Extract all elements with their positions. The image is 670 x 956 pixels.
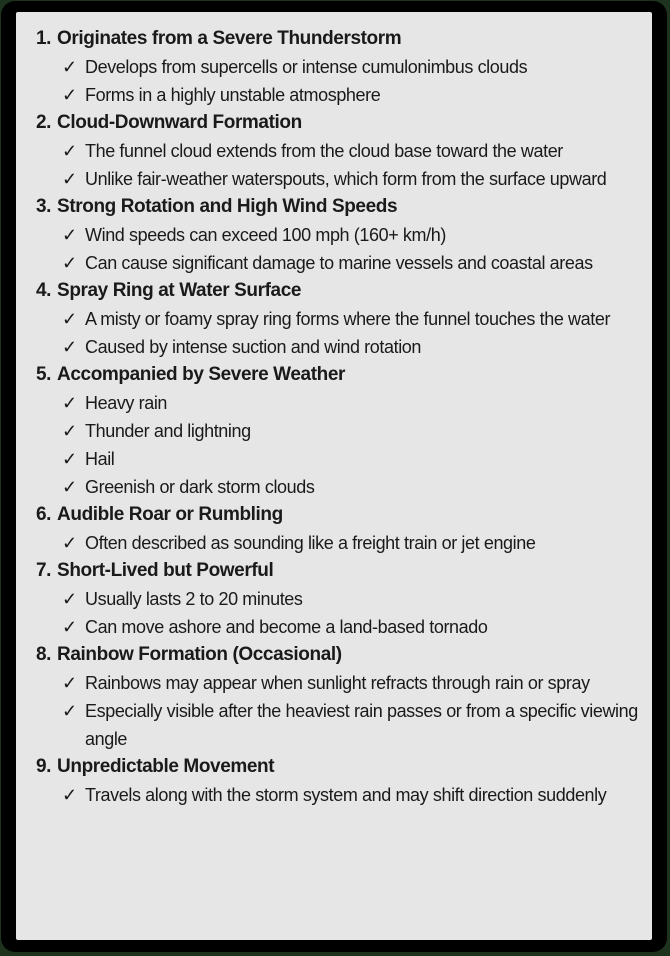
bullet-point (36, 669, 648, 697)
item-title: Unpredictable Movement (57, 756, 275, 777)
bullet-text: Develops from supercells or intense cumulonimbus clouds (85, 57, 528, 77)
bullet-text: Can cause significant damage to marine vessels and coastal areas (85, 253, 593, 273)
item-title: Strong Rotation and High Wind Speeds (57, 196, 398, 217)
item-title: Spray Ring at Water Surface (57, 280, 302, 301)
bullet-point (36, 529, 648, 557)
checkmark-icon: ✓ (62, 617, 77, 637)
list-item (36, 109, 648, 193)
bullet-text: Greenish or dark storm clouds (85, 477, 315, 497)
waterspout-feature-list (16, 12, 652, 809)
list-item (36, 501, 648, 557)
item-heading (36, 361, 648, 389)
bullet-text: Hail (85, 449, 115, 469)
bullet-point (36, 305, 648, 333)
checkmark-icon: ✓ (62, 673, 77, 693)
item-heading (36, 753, 648, 781)
checkmark-icon: ✓ (62, 701, 77, 721)
item-heading (36, 193, 648, 221)
checkmark-icon: ✓ (62, 141, 77, 161)
bullet-text: Forms in a highly unstable atmosphere (85, 85, 381, 105)
bullet-text: Can move ashore and become a land-based tornado (85, 617, 488, 637)
item-heading (36, 25, 648, 53)
item-title: Rainbow Formation (Occasional) (57, 644, 342, 665)
bullet-point (36, 697, 648, 753)
bullet-point (36, 137, 648, 165)
bullet-text: Thunder and lightning (85, 421, 251, 441)
item-number: 1. (36, 28, 52, 49)
bullet-text: Rainbows may appear when sunlight refracts through rain or spray (85, 673, 590, 693)
checkmark-icon: ✓ (62, 309, 77, 329)
list-item (36, 193, 648, 277)
list-item (36, 641, 648, 753)
bullet-point (36, 445, 648, 473)
item-number: 6. (36, 504, 52, 525)
bullet-point (36, 389, 648, 417)
bullet-text: Usually lasts 2 to 20 minutes (85, 589, 303, 609)
bullet-text: A misty or foamy spray ring forms where the funnel touches the water (85, 309, 611, 329)
checkmark-icon: ✓ (62, 477, 77, 497)
checkmark-icon: ✓ (62, 337, 77, 357)
bullet-text: Travels along with the storm system and may shift direction suddenly (85, 785, 607, 805)
checkmark-icon: ✓ (62, 533, 77, 553)
bullet-point (36, 417, 648, 445)
bullet-text: Caused by intense suction and wind rotation (85, 337, 422, 357)
item-number: 3. (36, 196, 52, 217)
checkmark-icon: ✓ (62, 589, 77, 609)
list-item (36, 277, 648, 361)
checkmark-icon: ✓ (62, 393, 77, 413)
checkmark-icon: ✓ (62, 421, 77, 441)
item-number: 8. (36, 644, 52, 665)
item-title: Short-Lived but Powerful (57, 560, 274, 581)
list-item (36, 753, 648, 809)
bullet-text: The funnel cloud extends from the cloud base toward the water (85, 141, 563, 161)
bullet-point (36, 781, 648, 809)
list-item (36, 557, 648, 641)
bullet-point (36, 333, 648, 361)
checkmark-icon: ✓ (62, 253, 77, 273)
checkmark-icon: ✓ (62, 169, 77, 189)
item-title: Cloud-Downward Formation (57, 112, 302, 133)
bullet-text: Heavy rain (85, 393, 168, 413)
bullet-text: Often described as sounding like a freight train or jet engine (85, 533, 536, 553)
list-item (36, 361, 648, 501)
bullet-text: Wind speeds can exceed 100 mph (160+ km/h) (85, 225, 446, 245)
item-heading (36, 501, 648, 529)
checkmark-icon: ✓ (62, 57, 77, 77)
bullet-point (36, 585, 648, 613)
checkmark-icon: ✓ (62, 85, 77, 105)
bullet-point (36, 53, 648, 81)
item-heading (36, 277, 648, 305)
card-border-frame (1, 1, 667, 952)
item-heading (36, 557, 648, 585)
item-number: 2. (36, 112, 52, 133)
item-title: Originates from a Severe Thunderstorm (57, 28, 402, 49)
content-panel (16, 12, 652, 940)
bullet-text: Especially visible after the heaviest rain passes or from a specific viewing angle (85, 701, 638, 749)
item-heading (36, 109, 648, 137)
item-number: 5. (36, 364, 52, 385)
bullet-point (36, 249, 648, 277)
bullet-point (36, 221, 648, 249)
bullet-point (36, 165, 648, 193)
item-number: 9. (36, 756, 52, 777)
checkmark-icon: ✓ (62, 785, 77, 805)
bullet-point (36, 81, 648, 109)
checkmark-icon: ✓ (62, 225, 77, 245)
bullet-point (36, 473, 648, 501)
item-title: Accompanied by Severe Weather (57, 364, 345, 385)
checkmark-icon: ✓ (62, 449, 77, 469)
bullet-text: Unlike fair-weather waterspouts, which form from the surface upward (85, 169, 607, 189)
item-title: Audible Roar or Rumbling (57, 504, 283, 525)
item-number: 4. (36, 280, 52, 301)
item-number: 7. (36, 560, 52, 581)
bullet-point (36, 613, 648, 641)
item-heading (36, 641, 648, 669)
list-item (36, 25, 648, 109)
